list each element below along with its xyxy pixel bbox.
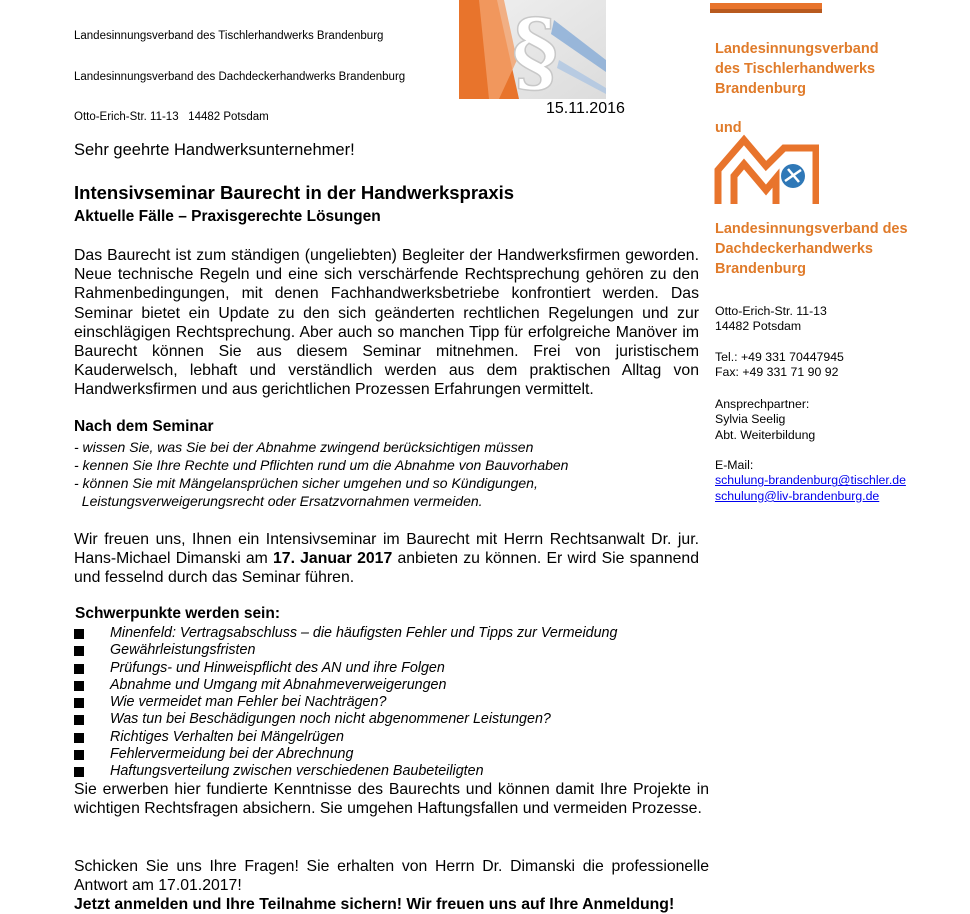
list-item-text: Haftungsverteilung zwischen verschiedenen Baubeteiligten [110, 763, 484, 780]
after-seminar-heading: Nach dem Seminar [74, 418, 214, 435]
focus-heading: Schwerpunkte werden sein: [75, 605, 280, 622]
org-tischler-name [715, 39, 879, 99]
org-line: Brandenburg [715, 81, 807, 97]
sidebar-contact [715, 397, 815, 443]
square-bullet-icon [74, 681, 84, 691]
seminar-subtitle: Aktuelle Fälle – Praxisgerechte Lösungen [74, 208, 381, 225]
letter-date: 15.11.2016 [546, 100, 625, 117]
org-line: des Tischlerhandwerks [715, 61, 876, 77]
email-link-tischler[interactable]: schulung-brandenburg@tischler.de [715, 473, 906, 488]
call-to-action: Jetzt anmelden und Ihre Teilnahme sichern! Wir freuen uns auf Ihre Anmeldung! [74, 896, 675, 913]
list-item: - kennen Sie Ihre Rechte und Pflichten rund um die Abnahme von Bauvorhaben [74, 457, 569, 473]
questions-paragraph: Schicken Sie uns Ihre Fragen! Sie erhalten von Herrn Dr. Dimanski die professionelle Antwort am 17.01.2017! [74, 858, 709, 895]
sender-line-3: Otto-Erich-Str. 11-13 14482 Potsdam [74, 111, 269, 123]
benefit-paragraph: Sie erwerben hier fundierte Kenntnisse des Baurechts und können damit Ihre Projekte in wichtigen Rechtsfragen absichern. Sie umgehen Haftungsfallen und vermeiden Prozesse. [74, 781, 709, 818]
sidebar-phone [715, 350, 844, 381]
square-bullet-icon [74, 767, 84, 777]
org-line: Landesinnungsverband des [715, 221, 908, 237]
orange-logo-fragment [710, 0, 822, 10]
contact-department: Abt. Weiterbildung [715, 427, 816, 442]
square-bullet-icon [74, 750, 84, 760]
address-street: Otto-Erich-Str. 11-13 [715, 304, 827, 318]
contact-name: Sylvia Seelig [715, 412, 786, 427]
invitation-text-1: Wir freuen uns, Ihnen ein Intensivseminar im Baurecht mit Herrn Rechtsanwalt Dr. jur. Hans-Michael Dimanski am [74, 531, 699, 568]
list-item: - wissen Sie, was Sie bei der Abnahme zwingend berücksichtigen müssen [74, 439, 534, 455]
phone-number: Tel.: +49 331 70447945 [715, 350, 844, 364]
seminar-title: Intensivseminar Baurecht in der Handwerkspraxis [74, 182, 515, 203]
invitation-paragraph [74, 530, 699, 588]
org-dachdecker-name [715, 219, 908, 279]
list-item-text: Wie vermeidet man Fehler bei Nachträgen? [110, 694, 387, 711]
sidebar-email [715, 458, 906, 504]
intro-paragraph [74, 246, 699, 400]
after-seminar-list [74, 438, 568, 510]
contact-label: Ansprechpartner: [715, 397, 810, 411]
seminar-date: 17. Januar 2017 [273, 550, 393, 568]
sidebar-address [715, 304, 827, 335]
sender-line-1: Landesinnungsverband des Tischlerhandwerks Brandenburg [74, 30, 384, 42]
list-item-text: Richtiges Verhalten bei Mängelrügen [110, 728, 344, 745]
invitation-text-2: anbieten zu können. Er wird Sie spannend und fesselnd durch das Seminar führen. [74, 550, 699, 587]
und-label: und [715, 120, 742, 136]
address-city: 14482 Potsdam [715, 319, 802, 334]
square-bullet-icon [74, 733, 84, 743]
list-item-text: Prüfungs- und Hinweispflicht des AN und ihre Folgen [110, 659, 445, 676]
sender-line-2: Landesinnungsverband des Dachdeckerhandwerks Brandenburg [74, 70, 406, 83]
org-line: Landesinnungsverband [715, 41, 879, 57]
salutation: Sehr geehrte Handwerksunternehmer! [74, 141, 355, 159]
sender-block [74, 3, 405, 138]
section-sign-icon: § [511, 0, 559, 99]
list-item-text: Was tun bei Beschädigungen noch nicht abgenommener Leistungen? [110, 711, 551, 728]
list-item-text: Abnahme und Umgang mit Abnahmeverweigerungen [110, 676, 447, 693]
list-item-text: Minenfeld: Vertragsabschluss – die häufigsten Fehler und Tipps zur Vermeidung [110, 625, 618, 641]
org-line: Brandenburg [715, 261, 807, 277]
paragraph-law-image [459, 0, 606, 99]
org-line: Dachdeckerhandwerks [715, 241, 873, 257]
list-item-text: Gewährleistungsfristen [110, 642, 256, 659]
list-item-text: Fehlervermeidung bei der Abrechnung [110, 746, 354, 763]
roofer-logo-icon [714, 134, 819, 208]
square-bullet-icon [74, 715, 84, 725]
email-link-liv[interactable]: schulung@liv-brandenburg.de [715, 488, 880, 503]
fax-number: Fax: +49 331 71 90 92 [715, 365, 839, 380]
list-item: - können Sie mit Mängelansprüchen sicher umgehen und so Kündigungen, [74, 475, 538, 491]
email-label: E-Mail: [715, 458, 754, 472]
intro-text: Das Baurecht ist zum ständigen (ungeliebten) Begleiter der Handwerksfirmen geworden. Neue technische Regeln und eine sich verschärfende Rechtsprechung gehören zu den Rahmenbedingungen, mit denen Fachhandwerksbetriebe konfrontiert werden. Das Seminar bietet ein Update zu den sich geänderten rechtlichen Regelungen und zur einschlägigen Rechtsprechung. Aber auch so manchen Tipp für erfolgreiche Manöver im Baurecht können Sie aus diesem Seminar mitnehmen. Frei von juristischem Kauderwelsch, lebhaft und verständlich werden aus dem praktischen Alltag von Handwerksfirmen und aus gerichtlichen Prozessen Erfahrungen vermittelt. [74, 247, 699, 399]
list-item: Leistungsverweigerungsrecht oder Ersatzvornahmen vermeiden. [74, 493, 483, 509]
square-bullet-icon [74, 664, 84, 674]
square-bullet-icon [74, 646, 84, 656]
square-bullet-icon [74, 629, 84, 639]
square-bullet-icon [74, 698, 84, 708]
